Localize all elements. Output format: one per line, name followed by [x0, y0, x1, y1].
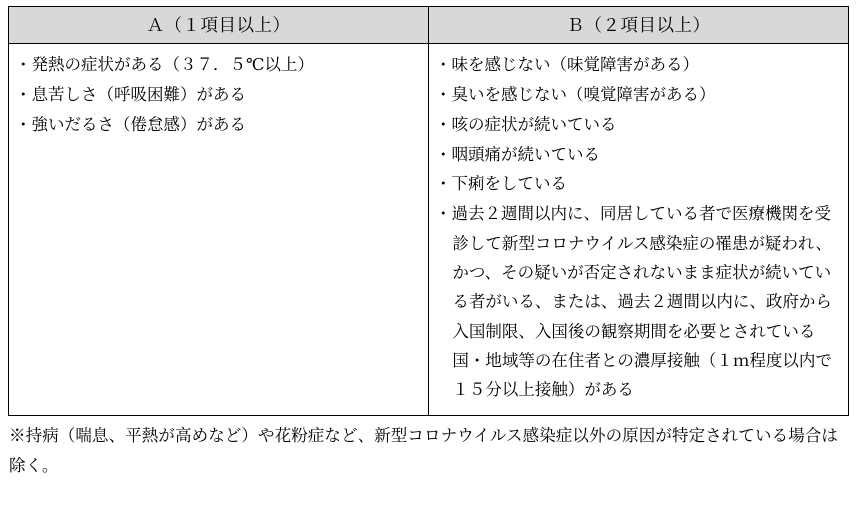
- criteria-table: [8, 6, 849, 416]
- column-header-a: Ａ（１項目以上）: [9, 7, 429, 44]
- cell-column-b: [429, 44, 849, 416]
- footnote: ※持病（喘息、平熱が高めなど）や花粉症など、新型コロナウイルス感染症以外の原因が特定されている場合は除く。: [9, 426, 839, 476]
- list-item: ・息苦しさ（呼吸困難）がある: [15, 84, 246, 104]
- list-item: ・味を感じない（味覚障害がある）: [435, 55, 699, 74]
- list-item: ・過去２週間以内に、同居している者で医療機関を受診して新型コロナウイルス感染症の罹患が疑われ、かつ、その疑いが否定されないまま症状が続いている者がいる、または、過去２週間以内に、政府から入国制限、入国後の観察期間を必要とされている国・地域等の在住者との濃厚接触（１ｍ程度以内で１５分以上接触）がある: [435, 204, 832, 400]
- list-item: ・発熱の症状がある（３７．５℃以上）: [15, 55, 314, 74]
- list-item: ・咽頭痛が続いている: [435, 144, 600, 164]
- list-item: ・臭いを感じない（嗅覚障害がある）: [435, 84, 716, 104]
- column-header-b: Ｂ（２項目以上）: [429, 7, 849, 44]
- list-item: ・下痢をしている: [435, 174, 567, 194]
- list-column-b: [435, 50, 840, 405]
- list-item: ・咳の症状が続いている: [435, 114, 617, 134]
- list-item: ・強いだるさ（倦怠感）がある: [15, 114, 246, 134]
- table-header-row: [9, 7, 849, 44]
- table-row: [9, 44, 849, 416]
- list-column-a: [15, 50, 420, 139]
- cell-column-a: [9, 44, 429, 416]
